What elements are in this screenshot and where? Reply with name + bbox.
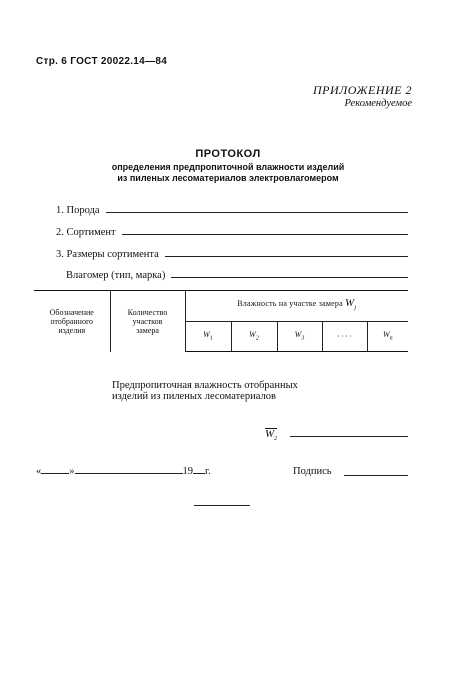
signature-label: Подпись: [293, 466, 332, 477]
protocol-title: ПРОТОКОЛ: [195, 148, 261, 160]
field-assortment[interactable]: [56, 227, 408, 238]
quote-open: «: [36, 466, 42, 477]
protocol-subtitle: [0, 162, 456, 184]
date-month-line[interactable]: [75, 473, 183, 474]
date-field[interactable]: [36, 466, 211, 477]
field-breed-label: 1. Порода: [56, 205, 100, 216]
field-breed-line[interactable]: [106, 212, 408, 213]
signature-line[interactable]: [344, 475, 408, 476]
header-sample-id: Обозначение отобранного изделия: [34, 291, 110, 352]
header-measure-count: Количество участков замера: [110, 291, 185, 352]
standard-number: ГОСТ 20022.14—84: [70, 56, 168, 67]
year-suffix: г.: [205, 466, 211, 477]
header-w2: $W_2$: [231, 322, 277, 352]
field-dimensions-label: 3. Размеры сортимента: [56, 249, 159, 260]
summary-line-2: изделий из пиленых лесоматериалов: [112, 391, 276, 402]
closing-rule: [194, 505, 250, 506]
field-meter-label: Влагомер (тип, марка): [66, 270, 166, 281]
summary-text: [112, 380, 298, 402]
field-meter-line[interactable]: [171, 277, 408, 278]
field-dimensions[interactable]: [56, 249, 408, 260]
field-breed[interactable]: [56, 205, 408, 216]
summary-line-1: Предпропиточная влажность отобранных: [112, 380, 298, 391]
page-number: Стр. 6: [36, 56, 68, 67]
field-assortment-line[interactable]: [122, 234, 408, 235]
subtitle-line-2: из пиленых лесоматериалов электровлагомером: [117, 173, 339, 183]
page-header: [36, 56, 167, 67]
date-year-line[interactable]: [193, 473, 205, 474]
average-moisture-symbol: $W_2$: [265, 428, 278, 443]
subtitle-line-1: определения предпропиточной влажности изделий: [111, 162, 345, 172]
appendix-title: ПРИЛОЖЕНИЕ 2: [313, 83, 412, 97]
measurement-table: [34, 290, 408, 352]
appendix-note: Рекомендуемое: [344, 98, 412, 109]
year-prefix: 19: [182, 466, 193, 477]
header-w1: $W_1$: [185, 322, 231, 352]
field-assortment-label: 2. Сортимент: [56, 227, 116, 238]
date-day-line[interactable]: [41, 473, 69, 474]
field-meter[interactable]: [66, 270, 408, 281]
header-w3: $W_3$: [277, 322, 322, 352]
field-dimensions-line[interactable]: [165, 256, 408, 257]
header-ellipsis: · · · ·: [322, 322, 367, 352]
quote-close: »: [69, 466, 75, 477]
appendix-block: [313, 83, 412, 111]
average-moisture-line[interactable]: [290, 436, 408, 437]
header-moisture: Влажность на участке замера $W_j$: [185, 291, 408, 322]
header-wn: $W_n$: [367, 322, 408, 352]
